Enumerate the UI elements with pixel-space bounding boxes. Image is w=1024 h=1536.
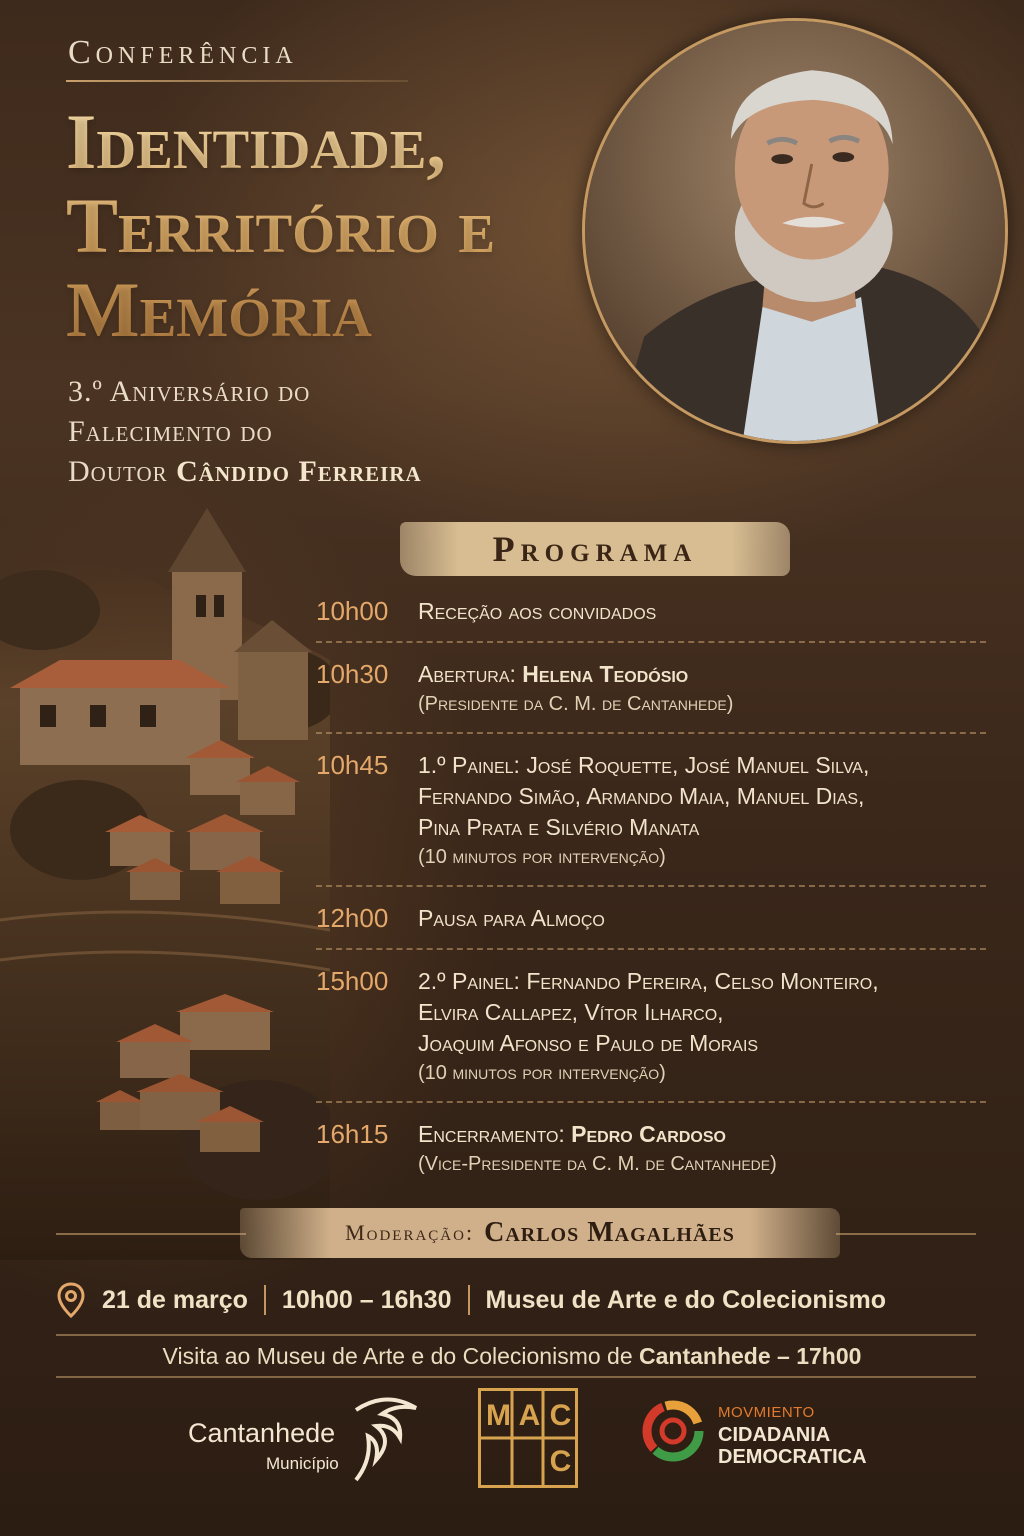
title-line: Identidade, (66, 98, 446, 185)
header-rule (66, 80, 408, 82)
info-divider (468, 1285, 470, 1315)
program-separator (316, 1101, 986, 1103)
subtitle-prefix: Doutor (68, 455, 168, 488)
program-item (316, 960, 986, 1101)
program-heading: Programa (492, 529, 698, 569)
conference-label: Conferência (68, 34, 298, 71)
program-text (418, 659, 986, 690)
village-illustration (0, 500, 330, 1260)
program-role: 2.º Painel: (418, 968, 520, 994)
movimento-line: DEMOCRATICA (718, 1446, 867, 1468)
movimento-ring-icon (638, 1396, 708, 1466)
cantanhede-sub: Município (266, 1454, 339, 1473)
program-role: 1.º Painel: (418, 752, 520, 778)
program-separator (316, 641, 986, 643)
program-time: 16h15 (316, 1119, 389, 1149)
speaker-names: Fernando Simão, Armando Maia, Manuel Dias, (418, 783, 865, 809)
program-separator (316, 948, 986, 950)
event-hours: 10h00 – 16h30 (281, 1285, 452, 1314)
program-time: 10h00 (316, 596, 389, 626)
moderation-rule-right (836, 1233, 976, 1235)
program-banner (400, 522, 790, 576)
event-info (56, 1278, 986, 1322)
macc-letter: C (549, 1399, 572, 1432)
speaker-names: José Roquette, José Manuel Silva, (526, 752, 870, 778)
cantanhede-emblem-icon (346, 1390, 426, 1490)
program-item (316, 1113, 986, 1192)
program-text: Pausa para Almoço (418, 905, 605, 931)
moderation-label: Moderação: (345, 1220, 475, 1245)
moderation-banner (240, 1208, 840, 1258)
macc-logo (478, 1388, 578, 1488)
event-date: 21 de março (102, 1285, 248, 1314)
honoree-name: Cândido Ferreira (176, 455, 422, 488)
speaker-names: Pina Prata e Silvério Manata (418, 814, 700, 840)
speaker-names: Elvira Callapez, Vítor Ilharco, (418, 999, 724, 1025)
subtitle-line: Falecimento do (68, 415, 273, 448)
title-line: Memória (66, 266, 372, 353)
program-role: Abertura: (418, 661, 516, 687)
subtitle (68, 372, 608, 492)
movimento-top: MOVMIENTO (718, 1404, 815, 1421)
title-line: Território e (66, 182, 496, 269)
speaker-names: Joaquim Afonso e Paulo de Morais (418, 1030, 759, 1056)
macc-letter: A (518, 1399, 541, 1432)
cantanhede-name: Cantanhede (188, 1418, 336, 1448)
program-text (418, 966, 986, 997)
honoree-portrait (582, 18, 1008, 444)
speaker-names: Fernando Pereira, Celso Monteiro, (526, 968, 879, 994)
program-item (316, 590, 986, 641)
program-note: (10 minutos por intervenção) (418, 1062, 666, 1084)
program-text (418, 750, 986, 781)
program-time: 10h45 (316, 750, 389, 780)
program-separator (316, 885, 986, 887)
subtitle-line: 3.º Aniversário do (68, 375, 311, 408)
subtitle-line (68, 452, 608, 492)
location-pin-icon (56, 1282, 86, 1318)
program-time: 15h00 (316, 966, 389, 996)
program-note: (Presidente da C. M. de Cantanhede) (418, 693, 734, 715)
movimento-logo (638, 1390, 878, 1486)
divider (56, 1334, 976, 1336)
program-separator (316, 732, 986, 734)
moderation-rule-left (56, 1233, 246, 1235)
program-text (418, 1119, 986, 1150)
program-list (316, 590, 986, 1192)
program-item (316, 744, 986, 885)
info-divider (264, 1285, 266, 1315)
program-item (316, 897, 986, 948)
museum-visit (0, 1338, 1024, 1374)
macc-letter: M (486, 1399, 511, 1432)
divider (56, 1376, 976, 1378)
program-time: 12h00 (316, 903, 389, 933)
program-time: 10h30 (316, 659, 389, 689)
macc-letter: C (549, 1445, 572, 1478)
program-note: (10 minutos por intervenção) (418, 846, 666, 868)
event-venue: Museu de Arte e do Colecionismo (485, 1285, 887, 1314)
conference-title (66, 100, 586, 352)
movimento-line: CIDADANIA (718, 1424, 831, 1446)
macc-grid (481, 1391, 575, 1485)
program-note: (Vice-Presidente da C. M. de Cantanhede) (418, 1153, 777, 1175)
program-text: Receção aos convidados (418, 598, 657, 624)
visit-text: Visita ao Museu de Arte e do Colecionismo de (162, 1343, 633, 1369)
moderator-name: Carlos Magalhães (484, 1217, 735, 1248)
visit-place-time: Cantanhede – 17h00 (639, 1343, 862, 1369)
speaker-name: Helena Teodósio (522, 661, 689, 687)
program-item (316, 653, 986, 732)
speaker-name: Pedro Cardoso (571, 1121, 726, 1147)
portrait-illustration (585, 21, 1005, 441)
movimento-name (718, 1424, 867, 1468)
program-role: Encerramento: (418, 1121, 565, 1147)
cantanhede-logo (186, 1390, 436, 1490)
